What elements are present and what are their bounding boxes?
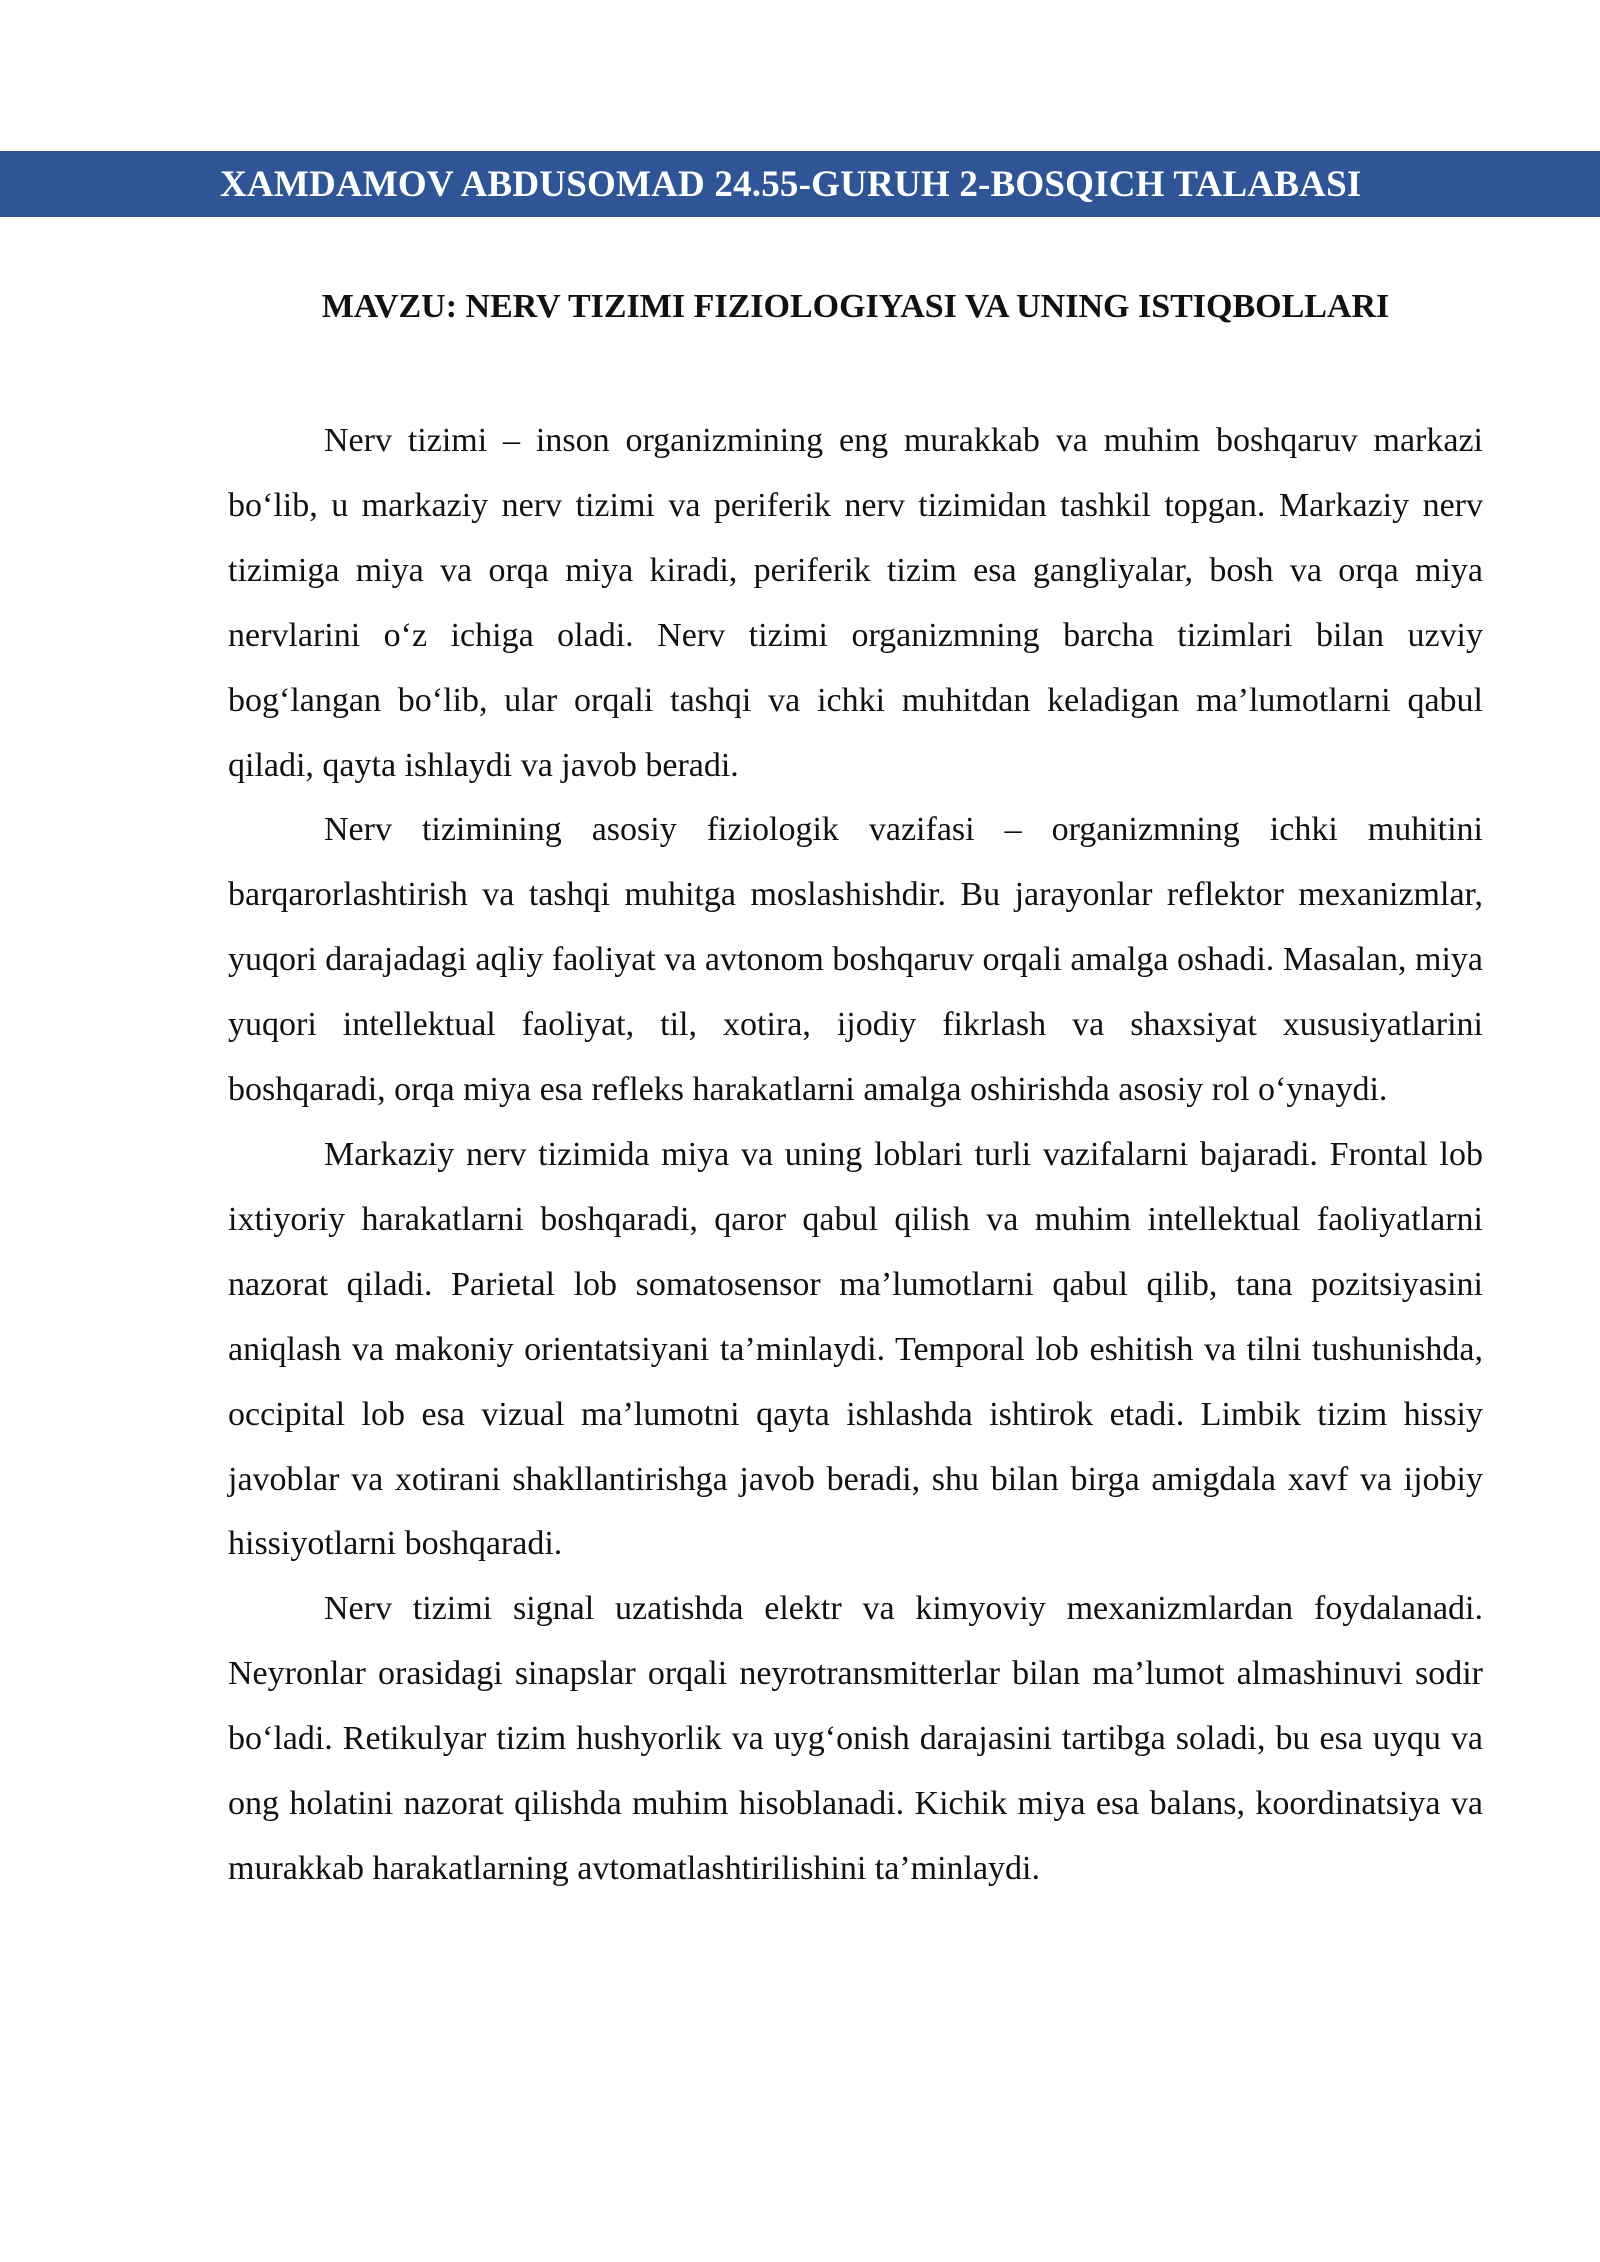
paragraph: Nerv tizimi – inson organizmining eng murakkab va muhim boshqaruv markazi bo‘lib, u markaziy nerv tizimi va periferik nerv tizimidan tashkil topgan. Markaziy nerv tizimiga miya va orqa miya kiradi, periferik tizim esa gangliyalar, bosh va orqa miya nervlarini o‘z ichiga oladi. Nerv tizimi organizmning barcha tizimlari bilan uzviy bog‘langan bo‘lib, ular orqali tashqi va ichki muhitdan keladigan ma’lumotlarni qabul qiladi, qayta ishlaydi va javob beradi. [228, 422, 1483, 784]
banner-text: XAMDAMOV ABDUSOMAD 24.55-GURUH 2-BOSQICH TALABASI [220, 163, 1362, 205]
header-banner [0, 151, 1600, 217]
document-body [228, 409, 1483, 1902]
document-title: MAVZU: NERV TIZIMI FIZIOLOGIYASI VA UNING ISTIQBOLLARI [321, 288, 1390, 325]
paragraph: Nerv tizimining asosiy fiziologik vazifasi – organizmning ichki muhitini barqarorlashtirish va tashqi muhitga moslashishdir. Bu jarayonlar reflektor mexanizmlar, yuqori darajadagi aqliy faoliyat va avtonom boshqaruv orqali amalga oshadi. Masalan, miya yuqori intellektual faoliyat, til, xotira, ijodiy fikrlash va shaxsiyat xususiyatlarini boshqaradi, orqa miya esa refleks harakatlarni amalga oshirishda asosiy rol o‘ynaydi. [228, 811, 1483, 1109]
paragraph: Nerv tizimi signal uzatishda elektr va kimyoviy mexanizmlardan foydalanadi. Neyronlar orasidagi sinapslar orqali neyrotransmitterlar bilan ma’lumot almashinuvi sodir bo‘ladi. Retikulyar tizim hushyorlik va uyg‘onish darajasini tartibga soladi, bu esa uyqu va ong holatini nazorat qilishda muhim hisoblanadi. Kichik miya esa balans, koordinatsiya va murakkab harakatlarning avtomatlashtirilishini ta’minlaydi. [228, 1590, 1483, 1887]
paragraph: Markaziy nerv tizimida miya va uning loblari turli vazifalarni bajaradi. Frontal lob ixtiyoriy harakatlarni boshqaradi, qaror qabul qilish va muhim intellektual faoliyatlarni nazorat qiladi. Parietal lob somatosensor ma’lumotlarni qabul qilib, tana pozitsiyasini aniqlash va makoniy orientatsiyani ta’minlaydi. Temporal lob eshitish va tilni tushunishda, occipital lob esa vizual ma’lumotni qayta ishlashda ishtirok etadi. Limbik tizim hissiy javoblar va xotirani shakllantirishga javob beradi, shu bilan birga amigdala xavf va ijobiy hissiyotlarni boshqaradi. [228, 1135, 1483, 1563]
